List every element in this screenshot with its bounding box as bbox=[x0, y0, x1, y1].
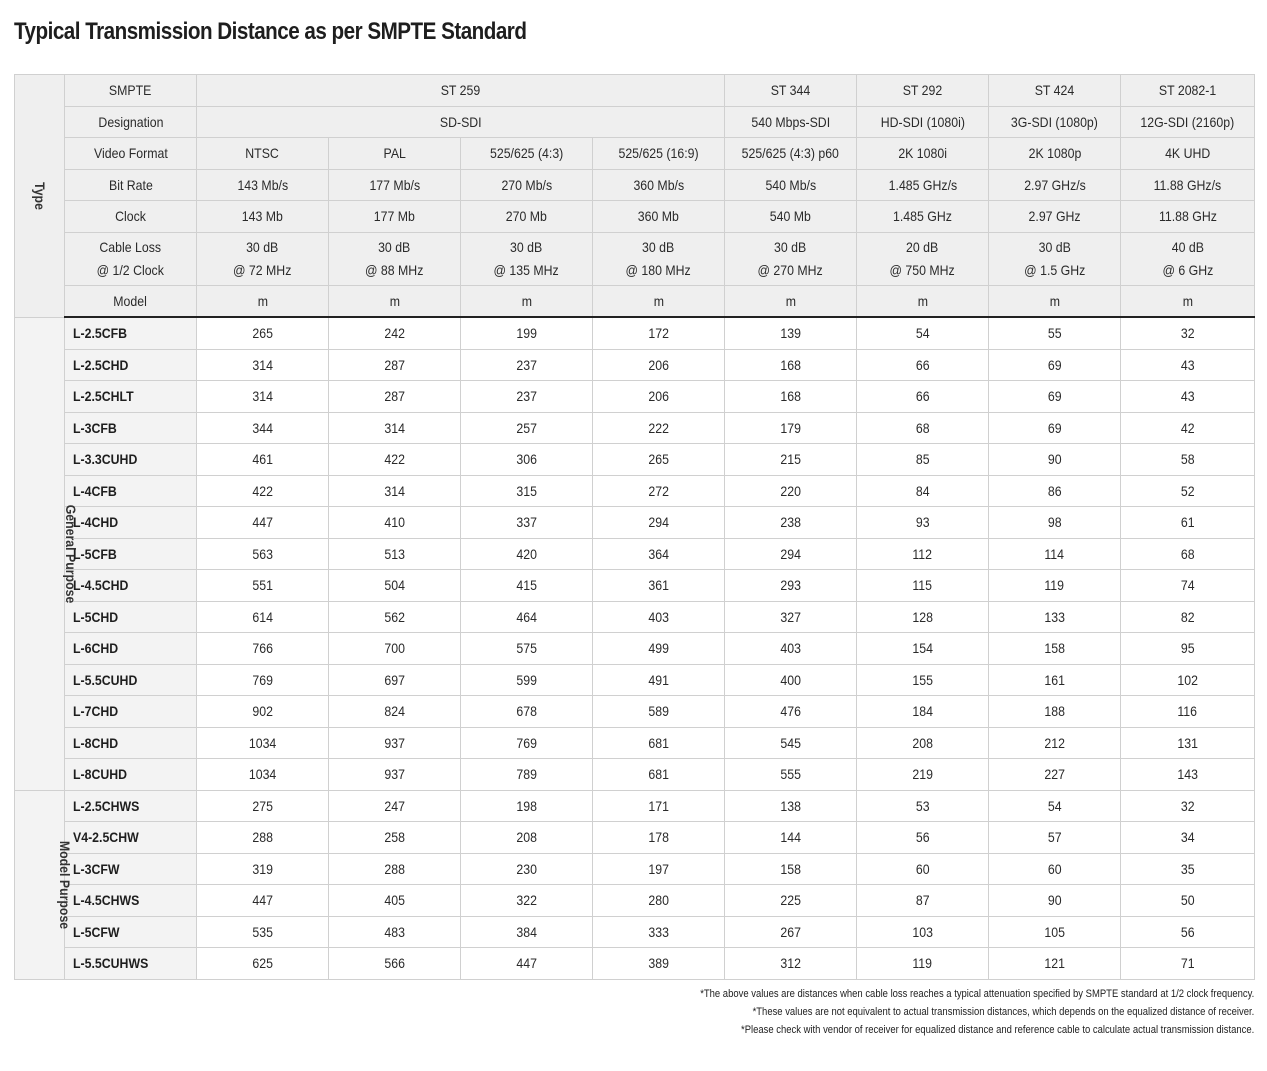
distance-value: 35 bbox=[1121, 853, 1255, 885]
video-format-label: Video Format bbox=[65, 138, 197, 170]
distance-value: 545 bbox=[725, 727, 857, 759]
header-row-clock bbox=[15, 201, 1255, 233]
distance-value: 389 bbox=[593, 948, 725, 980]
distance-value: 215 bbox=[725, 444, 857, 476]
distance-value: 288 bbox=[329, 853, 461, 885]
distance-value: 69 bbox=[989, 381, 1121, 413]
model-name: L-3CFB bbox=[65, 412, 197, 444]
table-row bbox=[15, 948, 1255, 980]
distance-value: 225 bbox=[725, 885, 857, 917]
clock-value: 540 Mb bbox=[725, 201, 857, 233]
distance-value: 237 bbox=[461, 349, 593, 381]
distance-value: 144 bbox=[725, 822, 857, 854]
distance-value: 55 bbox=[989, 317, 1121, 349]
distance-value: 461 bbox=[197, 444, 329, 476]
designation-value: HD-SDI (1080i) bbox=[857, 106, 989, 138]
distance-value: 95 bbox=[1121, 633, 1255, 665]
distance-value: 154 bbox=[857, 633, 989, 665]
distance-value: 287 bbox=[329, 349, 461, 381]
smpte-value: ST 259 bbox=[197, 75, 725, 107]
model-name: L-2.5CHWS bbox=[65, 790, 197, 822]
distance-value: 322 bbox=[461, 885, 593, 917]
distance-value: 599 bbox=[461, 664, 593, 696]
distance-value: 61 bbox=[1121, 507, 1255, 539]
transmission-distance-table bbox=[14, 74, 1255, 980]
video-format-value: 525/625 (16:9) bbox=[593, 138, 725, 170]
distance-value: 258 bbox=[329, 822, 461, 854]
page-title: Typical Transmission Distance as per SMPTE Standard bbox=[14, 18, 527, 45]
distance-value: 227 bbox=[989, 759, 1121, 791]
distance-value: 43 bbox=[1121, 349, 1255, 381]
video-format-value: 2K 1080i bbox=[857, 138, 989, 170]
bit-rate-label: Bit Rate bbox=[65, 169, 197, 201]
smpte-value: ST 2082-1 bbox=[1121, 75, 1255, 107]
distance-value: 52 bbox=[1121, 475, 1255, 507]
distance-value: 42 bbox=[1121, 412, 1255, 444]
distance-value: 405 bbox=[329, 885, 461, 917]
unit-value: m bbox=[461, 285, 593, 317]
table-row bbox=[15, 664, 1255, 696]
distance-value: 114 bbox=[989, 538, 1121, 570]
distance-value: 314 bbox=[329, 475, 461, 507]
distance-value: 197 bbox=[593, 853, 725, 885]
group-label: General Purpose bbox=[15, 317, 65, 790]
model-name: L-8CHD bbox=[65, 727, 197, 759]
distance-value: 314 bbox=[329, 412, 461, 444]
distance-value: 555 bbox=[725, 759, 857, 791]
distance-value: 319 bbox=[197, 853, 329, 885]
distance-value: 161 bbox=[989, 664, 1121, 696]
distance-value: 171 bbox=[593, 790, 725, 822]
header-row-smpte bbox=[15, 75, 1255, 107]
header-row-cable-loss bbox=[15, 232, 1255, 285]
distance-value: 50 bbox=[1121, 885, 1255, 917]
cable-loss-value: 30 dB @ 180 MHz bbox=[593, 232, 725, 285]
header-row-designation bbox=[15, 106, 1255, 138]
distance-value: 57 bbox=[989, 822, 1121, 854]
distance-value: 306 bbox=[461, 444, 593, 476]
model-name: L-4CHD bbox=[65, 507, 197, 539]
distance-value: 208 bbox=[857, 727, 989, 759]
video-format-value: PAL bbox=[329, 138, 461, 170]
table-row bbox=[15, 570, 1255, 602]
table-row bbox=[15, 538, 1255, 570]
clock-value: 270 Mb bbox=[461, 201, 593, 233]
unit-value: m bbox=[593, 285, 725, 317]
table-row bbox=[15, 885, 1255, 917]
designation-value: 540 Mbps-SDI bbox=[725, 106, 857, 138]
distance-value: 563 bbox=[197, 538, 329, 570]
video-format-value: 4K UHD bbox=[1121, 138, 1255, 170]
distance-value: 1034 bbox=[197, 759, 329, 791]
bit-rate-value: 2.97 GHz/s bbox=[989, 169, 1121, 201]
distance-value: 265 bbox=[197, 317, 329, 349]
distance-value: 566 bbox=[329, 948, 461, 980]
bit-rate-value: 1.485 GHz/s bbox=[857, 169, 989, 201]
distance-value: 168 bbox=[725, 381, 857, 413]
distance-value: 184 bbox=[857, 696, 989, 728]
table-row bbox=[15, 317, 1255, 349]
distance-value: 625 bbox=[197, 948, 329, 980]
distance-value: 56 bbox=[1121, 916, 1255, 948]
distance-value: 71 bbox=[1121, 948, 1255, 980]
model-name: L-3.3CUHD bbox=[65, 444, 197, 476]
model-name: L-4.5CHWS bbox=[65, 885, 197, 917]
distance-value: 119 bbox=[989, 570, 1121, 602]
distance-value: 491 bbox=[593, 664, 725, 696]
distance-value: 206 bbox=[593, 349, 725, 381]
distance-value: 265 bbox=[593, 444, 725, 476]
distance-value: 420 bbox=[461, 538, 593, 570]
table-row bbox=[15, 822, 1255, 854]
distance-value: 678 bbox=[461, 696, 593, 728]
unit-value: m bbox=[1121, 285, 1255, 317]
table-row bbox=[15, 853, 1255, 885]
distance-value: 58 bbox=[1121, 444, 1255, 476]
unit-value: m bbox=[989, 285, 1121, 317]
distance-value: 237 bbox=[461, 381, 593, 413]
distance-value: 937 bbox=[329, 759, 461, 791]
model-name: L-2.5CHD bbox=[65, 349, 197, 381]
smpte-value: ST 292 bbox=[857, 75, 989, 107]
distance-value: 102 bbox=[1121, 664, 1255, 696]
table-row bbox=[15, 475, 1255, 507]
distance-value: 84 bbox=[857, 475, 989, 507]
model-name: L-6CHD bbox=[65, 633, 197, 665]
distance-value: 86 bbox=[989, 475, 1121, 507]
distance-value: 766 bbox=[197, 633, 329, 665]
distance-value: 504 bbox=[329, 570, 461, 602]
distance-value: 220 bbox=[725, 475, 857, 507]
table-row bbox=[15, 412, 1255, 444]
smpte-value: ST 424 bbox=[989, 75, 1121, 107]
distance-value: 499 bbox=[593, 633, 725, 665]
distance-value: 105 bbox=[989, 916, 1121, 948]
table-row bbox=[15, 349, 1255, 381]
table-row bbox=[15, 381, 1255, 413]
distance-value: 93 bbox=[857, 507, 989, 539]
distance-value: 115 bbox=[857, 570, 989, 602]
distance-value: 66 bbox=[857, 349, 989, 381]
distance-value: 681 bbox=[593, 759, 725, 791]
table-row bbox=[15, 444, 1255, 476]
distance-value: 68 bbox=[1121, 538, 1255, 570]
distance-value: 230 bbox=[461, 853, 593, 885]
distance-value: 222 bbox=[593, 412, 725, 444]
distance-value: 56 bbox=[857, 822, 989, 854]
model-name: L-8CUHD bbox=[65, 759, 197, 791]
distance-value: 179 bbox=[725, 412, 857, 444]
cable-loss-label: Cable Loss @ 1/2 Clock bbox=[65, 232, 197, 285]
distance-value: 293 bbox=[725, 570, 857, 602]
table-row bbox=[15, 727, 1255, 759]
distance-value: 361 bbox=[593, 570, 725, 602]
bit-rate-value: 360 Mb/s bbox=[593, 169, 725, 201]
distance-value: 267 bbox=[725, 916, 857, 948]
distance-value: 294 bbox=[593, 507, 725, 539]
distance-value: 333 bbox=[593, 916, 725, 948]
distance-value: 280 bbox=[593, 885, 725, 917]
distance-value: 535 bbox=[197, 916, 329, 948]
designation-value: 12G-SDI (2160p) bbox=[1121, 106, 1255, 138]
clock-value: 2.97 GHz bbox=[989, 201, 1121, 233]
table-row bbox=[15, 507, 1255, 539]
distance-value: 103 bbox=[857, 916, 989, 948]
cable-loss-value: 30 dB @ 135 MHz bbox=[461, 232, 593, 285]
clock-value: 11.88 GHz bbox=[1121, 201, 1255, 233]
distance-value: 119 bbox=[857, 948, 989, 980]
distance-value: 60 bbox=[857, 853, 989, 885]
distance-value: 54 bbox=[857, 317, 989, 349]
table-row bbox=[15, 759, 1255, 791]
distance-value: 337 bbox=[461, 507, 593, 539]
distance-value: 168 bbox=[725, 349, 857, 381]
distance-value: 789 bbox=[461, 759, 593, 791]
video-format-value: NTSC bbox=[197, 138, 329, 170]
distance-value: 82 bbox=[1121, 601, 1255, 633]
smpte-label: SMPTE bbox=[65, 75, 197, 107]
distance-value: 314 bbox=[197, 381, 329, 413]
distance-value: 54 bbox=[989, 790, 1121, 822]
distance-value: 287 bbox=[329, 381, 461, 413]
distance-value: 400 bbox=[725, 664, 857, 696]
distance-value: 422 bbox=[329, 444, 461, 476]
cable-loss-value: 30 dB @ 88 MHz bbox=[329, 232, 461, 285]
distance-value: 212 bbox=[989, 727, 1121, 759]
distance-value: 314 bbox=[197, 349, 329, 381]
bit-rate-value: 540 Mb/s bbox=[725, 169, 857, 201]
distance-value: 562 bbox=[329, 601, 461, 633]
bit-rate-value: 177 Mb/s bbox=[329, 169, 461, 201]
distance-value: 178 bbox=[593, 822, 725, 854]
clock-value: 177 Mb bbox=[329, 201, 461, 233]
distance-value: 551 bbox=[197, 570, 329, 602]
distance-value: 476 bbox=[725, 696, 857, 728]
distance-value: 344 bbox=[197, 412, 329, 444]
table-row bbox=[15, 790, 1255, 822]
distance-value: 257 bbox=[461, 412, 593, 444]
designation-value: SD-SDI bbox=[197, 106, 725, 138]
bit-rate-value: 11.88 GHz/s bbox=[1121, 169, 1255, 201]
model-name: L-5.5CUHD bbox=[65, 664, 197, 696]
distance-value: 69 bbox=[989, 412, 1121, 444]
distance-value: 138 bbox=[725, 790, 857, 822]
distance-value: 447 bbox=[197, 507, 329, 539]
footnote: *The above values are distances when cable loss reaches a typical attenuation specified by SMPTE standard at 1/2 clock frequency. bbox=[699, 988, 1254, 1000]
header-row-video-format bbox=[15, 138, 1255, 170]
table-row bbox=[15, 601, 1255, 633]
unit-value: m bbox=[725, 285, 857, 317]
model-name: L-5CHD bbox=[65, 601, 197, 633]
header-row-model bbox=[15, 285, 1255, 317]
distance-value: 1034 bbox=[197, 727, 329, 759]
designation-label: Designation bbox=[65, 106, 197, 138]
distance-value: 198 bbox=[461, 790, 593, 822]
distance-value: 90 bbox=[989, 885, 1121, 917]
smpte-value: ST 344 bbox=[725, 75, 857, 107]
model-name: L-2.5CHLT bbox=[65, 381, 197, 413]
distance-value: 589 bbox=[593, 696, 725, 728]
distance-value: 143 bbox=[1121, 759, 1255, 791]
distance-value: 327 bbox=[725, 601, 857, 633]
clock-value: 1.485 GHz bbox=[857, 201, 989, 233]
footnote: *These values are not equivalent to actual transmission distances, which depends on the equalized distance of receiver. bbox=[752, 1006, 1254, 1018]
model-name: L-4CFB bbox=[65, 475, 197, 507]
clock-value: 360 Mb bbox=[593, 201, 725, 233]
distance-value: 68 bbox=[857, 412, 989, 444]
model-name: L-2.5CFB bbox=[65, 317, 197, 349]
distance-value: 415 bbox=[461, 570, 593, 602]
distance-value: 188 bbox=[989, 696, 1121, 728]
distance-value: 364 bbox=[593, 538, 725, 570]
distance-value: 34 bbox=[1121, 822, 1255, 854]
unit-value: m bbox=[329, 285, 461, 317]
distance-value: 769 bbox=[197, 664, 329, 696]
unit-value: m bbox=[197, 285, 329, 317]
distance-value: 824 bbox=[329, 696, 461, 728]
model-name: V4-2.5CHW bbox=[65, 822, 197, 854]
distance-value: 121 bbox=[989, 948, 1121, 980]
video-format-value: 525/625 (4:3) p60 bbox=[725, 138, 857, 170]
model-name: L-5CFW bbox=[65, 916, 197, 948]
clock-label: Clock bbox=[65, 201, 197, 233]
distance-value: 902 bbox=[197, 696, 329, 728]
distance-value: 158 bbox=[725, 853, 857, 885]
distance-value: 116 bbox=[1121, 696, 1255, 728]
distance-value: 66 bbox=[857, 381, 989, 413]
cable-loss-value: 30 dB @ 1.5 GHz bbox=[989, 232, 1121, 285]
header-row-bit-rate bbox=[15, 169, 1255, 201]
distance-value: 700 bbox=[329, 633, 461, 665]
model-name: L-4.5CHD bbox=[65, 570, 197, 602]
distance-value: 112 bbox=[857, 538, 989, 570]
distance-value: 312 bbox=[725, 948, 857, 980]
distance-value: 60 bbox=[989, 853, 1121, 885]
table-row bbox=[15, 696, 1255, 728]
distance-value: 32 bbox=[1121, 317, 1255, 349]
table-row bbox=[15, 916, 1255, 948]
distance-value: 242 bbox=[329, 317, 461, 349]
distance-value: 315 bbox=[461, 475, 593, 507]
video-format-value: 525/625 (4:3) bbox=[461, 138, 593, 170]
distance-value: 53 bbox=[857, 790, 989, 822]
distance-value: 769 bbox=[461, 727, 593, 759]
cable-loss-value: 30 dB @ 270 MHz bbox=[725, 232, 857, 285]
distance-value: 937 bbox=[329, 727, 461, 759]
model-name: L-5.5CUHWS bbox=[65, 948, 197, 980]
distance-value: 69 bbox=[989, 349, 1121, 381]
distance-value: 219 bbox=[857, 759, 989, 791]
designation-value: 3G-SDI (1080p) bbox=[989, 106, 1121, 138]
clock-value: 143 Mb bbox=[197, 201, 329, 233]
bit-rate-value: 270 Mb/s bbox=[461, 169, 593, 201]
unit-value: m bbox=[857, 285, 989, 317]
distance-value: 288 bbox=[197, 822, 329, 854]
distance-value: 87 bbox=[857, 885, 989, 917]
distance-value: 74 bbox=[1121, 570, 1255, 602]
video-format-value: 2K 1080p bbox=[989, 138, 1121, 170]
distance-value: 172 bbox=[593, 317, 725, 349]
cable-loss-value: 20 dB @ 750 MHz bbox=[857, 232, 989, 285]
distance-value: 98 bbox=[989, 507, 1121, 539]
distance-value: 422 bbox=[197, 475, 329, 507]
table-row bbox=[15, 633, 1255, 665]
distance-value: 133 bbox=[989, 601, 1121, 633]
footnotes bbox=[610, 985, 1254, 1039]
footnote: *Please check with vendor of receiver for equalized distance and reference cable to calculate actual transmission distance. bbox=[740, 1024, 1254, 1036]
bit-rate-value: 143 Mb/s bbox=[197, 169, 329, 201]
distance-value: 697 bbox=[329, 664, 461, 696]
distance-value: 247 bbox=[329, 790, 461, 822]
distance-value: 43 bbox=[1121, 381, 1255, 413]
distance-value: 208 bbox=[461, 822, 593, 854]
distance-value: 384 bbox=[461, 916, 593, 948]
distance-value: 447 bbox=[197, 885, 329, 917]
distance-value: 85 bbox=[857, 444, 989, 476]
cable-loss-value: 30 dB @ 72 MHz bbox=[197, 232, 329, 285]
distance-value: 158 bbox=[989, 633, 1121, 665]
distance-value: 403 bbox=[725, 633, 857, 665]
distance-value: 238 bbox=[725, 507, 857, 539]
distance-value: 90 bbox=[989, 444, 1121, 476]
distance-value: 199 bbox=[461, 317, 593, 349]
model-name: L-5CFB bbox=[65, 538, 197, 570]
distance-value: 464 bbox=[461, 601, 593, 633]
cable-loss-value: 40 dB @ 6 GHz bbox=[1121, 232, 1255, 285]
distance-value: 575 bbox=[461, 633, 593, 665]
type-header: Type bbox=[15, 75, 65, 318]
distance-value: 681 bbox=[593, 727, 725, 759]
distance-value: 403 bbox=[593, 601, 725, 633]
distance-value: 410 bbox=[329, 507, 461, 539]
distance-value: 128 bbox=[857, 601, 989, 633]
distance-value: 155 bbox=[857, 664, 989, 696]
distance-value: 294 bbox=[725, 538, 857, 570]
distance-value: 206 bbox=[593, 381, 725, 413]
distance-value: 614 bbox=[197, 601, 329, 633]
distance-value: 483 bbox=[329, 916, 461, 948]
distance-value: 513 bbox=[329, 538, 461, 570]
distance-value: 139 bbox=[725, 317, 857, 349]
model-name: L-7CHD bbox=[65, 696, 197, 728]
distance-value: 275 bbox=[197, 790, 329, 822]
distance-value: 32 bbox=[1121, 790, 1255, 822]
model-label: Model bbox=[65, 285, 197, 317]
model-name: L-3CFW bbox=[65, 853, 197, 885]
group-label: Model Purpose bbox=[15, 790, 65, 979]
distance-value: 447 bbox=[461, 948, 593, 980]
distance-value: 131 bbox=[1121, 727, 1255, 759]
distance-value: 272 bbox=[593, 475, 725, 507]
